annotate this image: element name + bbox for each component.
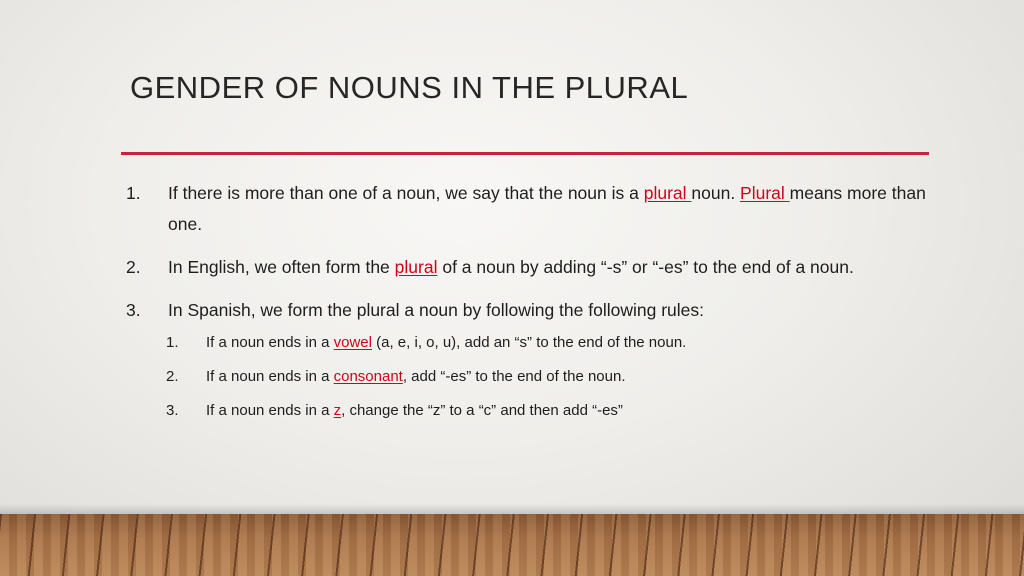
sub-list-number: 1. <box>166 334 179 351</box>
list-text: In English, we often form the <box>168 257 395 277</box>
list-text: of a noun by adding “-s” or “-es” to the end of a noun. <box>437 257 854 277</box>
list-item-1 <box>126 178 926 240</box>
list-number: 3. <box>126 300 141 320</box>
highlighted-term: vowel <box>333 334 372 351</box>
list-text: means more than one. <box>168 183 926 234</box>
highlighted-term: consonant <box>333 368 403 385</box>
list-text: If there is more than one of a noun, we say that the noun is a <box>168 183 644 203</box>
highlighted-term: Plural <box>740 183 790 203</box>
list-number: 2. <box>126 257 141 277</box>
slide-title: GENDER OF NOUNS IN THE PLURAL <box>130 70 689 105</box>
sub-item-1 <box>126 333 926 353</box>
title-divider <box>121 152 929 155</box>
sub-text: If a noun ends in a <box>206 334 334 351</box>
list-number: 1. <box>126 183 141 203</box>
sub-text: , change the “z” to a “c” and then add “-es” <box>341 402 623 419</box>
sub-text: , add “-es” to the end of the noun. <box>402 368 626 385</box>
sub-list <box>126 333 926 421</box>
numbered-list <box>126 178 926 435</box>
sub-text: If a noun ends in a <box>206 402 334 419</box>
sub-item-3 <box>126 401 926 421</box>
sub-list-number: 2. <box>166 368 179 385</box>
sub-text: If a noun ends in a <box>206 368 334 385</box>
list-text: noun. <box>691 183 741 203</box>
sub-text: (a, e, i, o, u), add an “s” to the end of the noun. <box>371 334 687 351</box>
sub-item-2 <box>126 367 926 387</box>
list-item-2 <box>126 252 926 283</box>
sub-list-number: 3. <box>166 402 179 419</box>
list-text: In Spanish, we form the plural a noun by following the following rules: <box>168 300 704 320</box>
highlighted-term: z <box>333 402 342 419</box>
list-item-3 <box>126 295 926 326</box>
highlighted-term: plural <box>394 257 438 277</box>
highlighted-term: plural <box>643 183 692 203</box>
wood-floor-decoration <box>0 514 1024 576</box>
